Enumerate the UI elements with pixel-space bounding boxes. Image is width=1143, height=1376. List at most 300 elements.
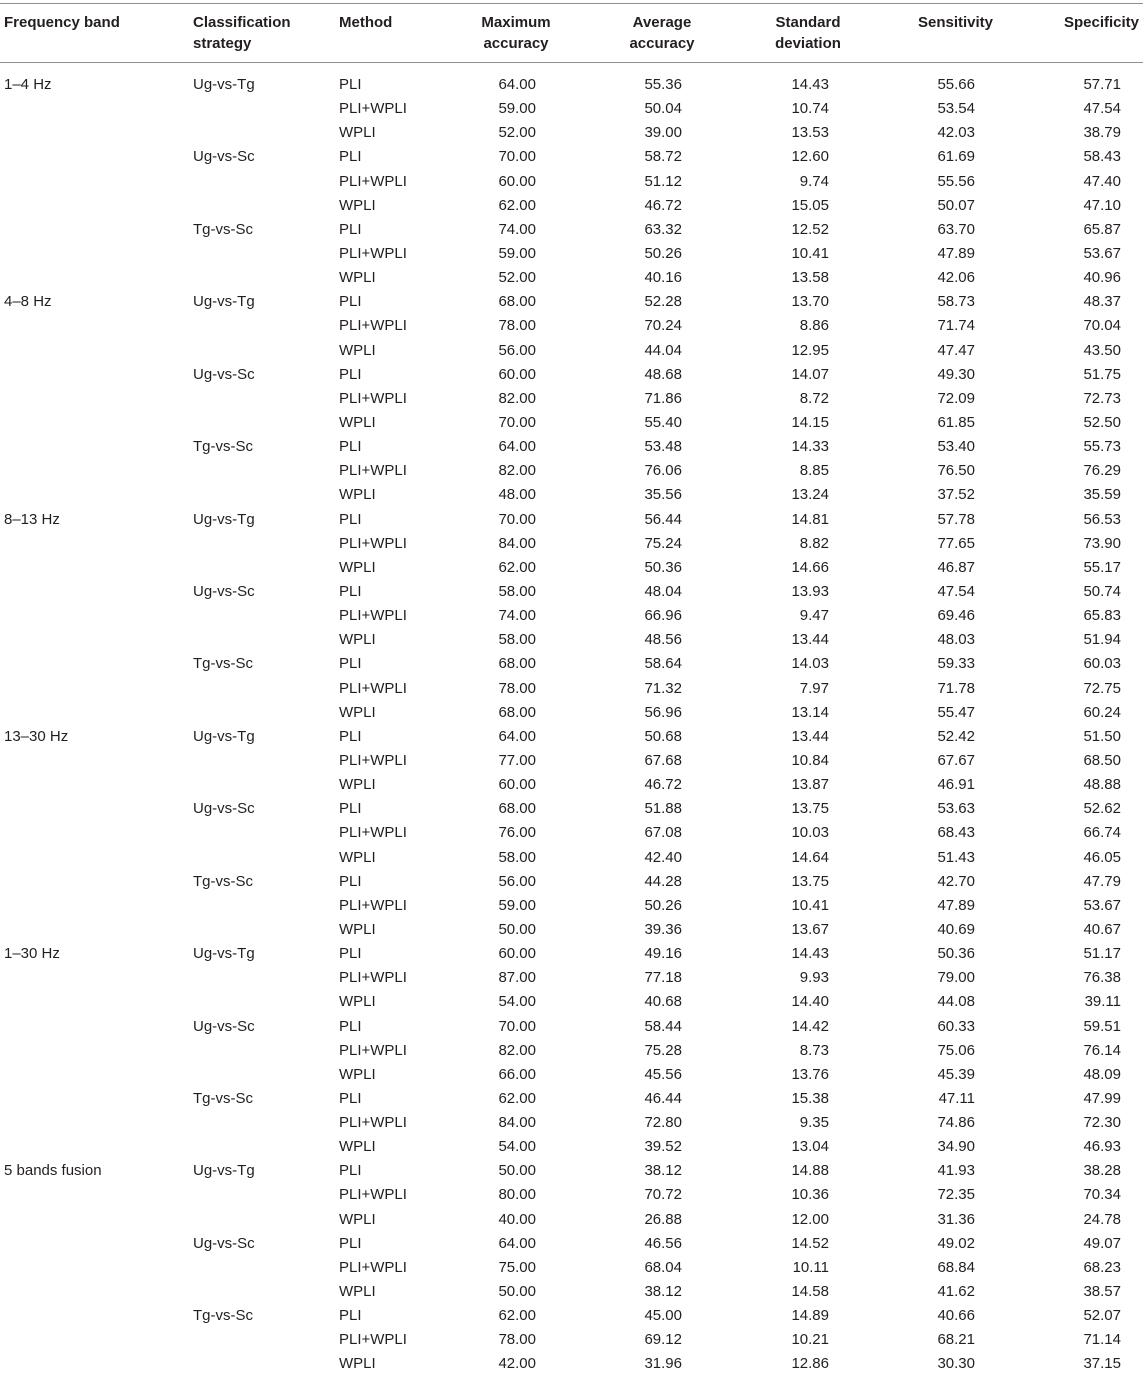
cell-std-deviation: 13.24 <box>791 486 829 504</box>
cell-sensitivity: 49.02 <box>937 1234 975 1252</box>
table-row <box>0 339 1143 363</box>
cell-specificity: 68.50 <box>1083 751 1121 769</box>
cell-avg-accuracy: 42.40 <box>644 848 682 866</box>
cell-avg-accuracy: 50.36 <box>644 558 682 576</box>
cell-method: PLI <box>339 800 362 818</box>
cell-avg-accuracy: 67.68 <box>644 751 682 769</box>
table-row <box>0 556 1143 580</box>
cell-specificity: 40.67 <box>1083 920 1121 938</box>
cell-specificity: 53.67 <box>1083 245 1121 262</box>
cell-method: PLI <box>339 76 362 93</box>
cell-max-accuracy: 60.00 <box>498 776 536 794</box>
cell-sensitivity: 53.54 <box>937 100 975 118</box>
cell-specificity: 24.78 <box>1083 1210 1121 1228</box>
cell-method: PLI+WPLI <box>339 679 407 697</box>
cell-strategy: Tg-vs-Sc <box>193 655 253 673</box>
cell-max-accuracy: 82.00 <box>498 1041 536 1059</box>
cell-std-deviation: 14.52 <box>791 1234 829 1252</box>
cell-std-deviation: 13.44 <box>791 631 829 649</box>
cell-method: PLI+WPLI <box>339 534 407 552</box>
cell-avg-accuracy: 38.12 <box>644 1283 682 1300</box>
cell-sensitivity: 34.90 <box>937 1138 975 1156</box>
table-row <box>0 894 1143 918</box>
header-standard-deviation <box>743 12 873 54</box>
cell-strategy: Ug-vs-Sc <box>193 800 255 818</box>
cell-max-accuracy: 52.00 <box>498 269 536 287</box>
cell-avg-accuracy: 55.36 <box>644 76 682 93</box>
cell-specificity: 50.74 <box>1083 582 1121 600</box>
table-row <box>0 266 1143 290</box>
cell-avg-accuracy: 45.56 <box>644 1065 682 1083</box>
cell-max-accuracy: 50.00 <box>498 1283 536 1300</box>
table-row <box>0 725 1143 749</box>
cell-max-accuracy: 77.00 <box>498 751 536 769</box>
cell-avg-accuracy: 38.12 <box>644 1162 682 1180</box>
cell-method: WPLI <box>339 486 376 504</box>
cell-strategy: Ug-vs-Tg <box>193 727 255 745</box>
cell-sensitivity: 72.35 <box>937 1186 975 1204</box>
cell-specificity: 60.24 <box>1083 703 1121 721</box>
cell-avg-accuracy: 67.08 <box>644 824 682 842</box>
cell-std-deviation: 14.58 <box>791 1283 829 1300</box>
cell-method: PLI <box>339 655 362 673</box>
cell-avg-accuracy: 46.44 <box>644 1089 682 1107</box>
cell-avg-accuracy: 40.68 <box>644 993 682 1011</box>
cell-std-deviation: 14.15 <box>791 414 829 431</box>
cell-std-deviation: 10.21 <box>791 1331 829 1349</box>
cell-std-deviation: 10.03 <box>791 824 829 842</box>
cell-max-accuracy: 59.00 <box>498 245 536 262</box>
cell-specificity: 51.94 <box>1083 631 1121 649</box>
cell-avg-accuracy: 70.72 <box>644 1186 682 1204</box>
table-row <box>0 532 1143 556</box>
cell-sensitivity: 76.50 <box>937 462 975 480</box>
cell-method: WPLI <box>339 1138 376 1156</box>
cell-max-accuracy: 60.00 <box>498 365 536 383</box>
cell-std-deviation: 10.41 <box>791 896 829 914</box>
cell-method: PLI <box>339 582 362 600</box>
table-row <box>0 1135 1143 1159</box>
cell-max-accuracy: 40.00 <box>498 1210 536 1228</box>
cell-specificity: 51.75 <box>1083 365 1121 383</box>
cell-sensitivity: 60.33 <box>937 1017 975 1035</box>
cell-std-deviation: 10.11 <box>792 1258 829 1276</box>
cell-avg-accuracy: 66.96 <box>644 607 682 625</box>
table-row <box>0 1280 1143 1304</box>
cell-std-deviation: 12.00 <box>791 1210 829 1228</box>
cell-sensitivity: 68.43 <box>937 824 975 842</box>
cell-std-deviation: 14.43 <box>791 76 829 93</box>
cell-max-accuracy: 48.00 <box>498 486 536 504</box>
cell-avg-accuracy: 48.56 <box>644 631 682 649</box>
cell-avg-accuracy: 53.48 <box>644 438 682 456</box>
cell-avg-accuracy: 75.24 <box>644 534 682 552</box>
cell-std-deviation: 12.95 <box>791 341 829 359</box>
cell-strategy: Ug-vs-Sc <box>193 1234 255 1252</box>
cell-std-deviation: 9.93 <box>799 969 829 987</box>
cell-sensitivity: 41.62 <box>937 1283 975 1300</box>
cell-sensitivity: 79.00 <box>937 969 975 987</box>
cell-specificity: 70.04 <box>1083 317 1121 335</box>
cell-strategy: Ug-vs-Tg <box>193 293 255 311</box>
cell-method: PLI <box>339 1089 362 1107</box>
cell-strategy: Ug-vs-Sc <box>193 148 255 166</box>
header-classification-strategy <box>193 12 291 54</box>
cell-sensitivity: 68.84 <box>937 1258 975 1276</box>
cell-specificity: 47.54 <box>1083 100 1121 118</box>
table-row <box>0 435 1143 459</box>
cell-strategy: Tg-vs-Sc <box>193 1307 253 1325</box>
cell-avg-accuracy: 76.06 <box>644 462 682 480</box>
cell-max-accuracy: 56.00 <box>498 872 536 890</box>
cell-sensitivity: 55.47 <box>937 703 975 721</box>
table-row <box>0 459 1143 483</box>
header-sd-line1: Standard <box>775 14 841 31</box>
cell-max-accuracy: 64.00 <box>498 1234 536 1252</box>
cell-sensitivity: 52.42 <box>937 727 975 745</box>
cell-max-accuracy: 54.00 <box>498 1138 536 1156</box>
cell-specificity: 66.74 <box>1083 824 1121 842</box>
table-row <box>0 1087 1143 1111</box>
cell-max-accuracy: 68.00 <box>498 800 536 818</box>
cell-avg-accuracy: 58.44 <box>644 1017 682 1035</box>
cell-sensitivity: 71.78 <box>937 679 975 697</box>
header-strategy-line1: Classification <box>193 14 291 31</box>
cell-avg-accuracy: 58.64 <box>644 655 682 673</box>
cell-specificity: 37.15 <box>1083 1355 1121 1373</box>
cell-std-deviation: 8.85 <box>799 462 829 480</box>
cell-frequency-band: 1–30 Hz <box>4 945 60 962</box>
cell-specificity: 68.23 <box>1083 1258 1121 1276</box>
cell-sensitivity: 37.52 <box>937 486 975 504</box>
cell-max-accuracy: 74.00 <box>498 607 536 625</box>
cell-specificity: 35.59 <box>1083 486 1121 504</box>
cell-std-deviation: 14.89 <box>791 1307 829 1325</box>
cell-specificity: 76.38 <box>1083 969 1121 987</box>
cell-sensitivity: 47.89 <box>937 896 975 914</box>
cell-specificity: 49.07 <box>1083 1234 1121 1252</box>
cell-max-accuracy: 62.00 <box>498 196 536 214</box>
cell-method: PLI+WPLI <box>339 751 407 769</box>
header-average-accuracy <box>597 12 727 54</box>
table-row <box>0 1208 1143 1232</box>
cell-max-accuracy: 58.00 <box>498 848 536 866</box>
cell-method: PLI <box>339 293 362 311</box>
cell-method: WPLI <box>339 631 376 649</box>
cell-max-accuracy: 70.00 <box>498 510 536 528</box>
cell-std-deviation: 13.44 <box>791 727 829 745</box>
cell-max-accuracy: 60.00 <box>498 945 536 962</box>
cell-sensitivity: 48.03 <box>937 631 975 649</box>
cell-sensitivity: 75.06 <box>937 1041 975 1059</box>
cell-method: WPLI <box>339 703 376 721</box>
cell-method: PLI <box>339 220 362 238</box>
table-row <box>0 1015 1143 1039</box>
cell-std-deviation: 14.42 <box>791 1017 829 1035</box>
cell-method: PLI <box>339 1234 362 1252</box>
cell-std-deviation: 14.88 <box>791 1162 829 1180</box>
cell-max-accuracy: 78.00 <box>498 679 536 697</box>
cell-std-deviation: 13.93 <box>791 582 829 600</box>
cell-avg-accuracy: 52.28 <box>644 293 682 311</box>
cell-specificity: 55.73 <box>1083 438 1121 456</box>
cell-max-accuracy: 58.00 <box>498 582 536 600</box>
table-row <box>0 387 1143 411</box>
cell-specificity: 70.34 <box>1083 1186 1121 1204</box>
cell-sensitivity: 53.63 <box>937 800 975 818</box>
table-row <box>0 918 1143 942</box>
cell-avg-accuracy: 71.86 <box>644 389 682 407</box>
cell-method: WPLI <box>339 1065 376 1083</box>
cell-std-deviation: 14.66 <box>791 558 829 576</box>
cell-specificity: 71.14 <box>1083 1331 1121 1349</box>
cell-method: PLI+WPLI <box>339 607 407 625</box>
cell-max-accuracy: 50.00 <box>498 920 536 938</box>
cell-std-deviation: 10.84 <box>791 751 829 769</box>
cell-max-accuracy: 59.00 <box>498 896 536 914</box>
cell-frequency-band: 1–4 Hz <box>4 76 52 93</box>
cell-sensitivity: 42.70 <box>937 872 975 890</box>
cell-specificity: 52.62 <box>1083 800 1121 818</box>
cell-method: PLI+WPLI <box>339 100 407 118</box>
cell-sensitivity: 44.08 <box>937 993 975 1011</box>
cell-method: PLI <box>339 148 362 166</box>
table-row <box>0 242 1143 266</box>
table-row <box>0 749 1143 773</box>
table-row <box>0 194 1143 218</box>
cell-method: WPLI <box>339 1210 376 1228</box>
cell-sensitivity: 42.03 <box>937 124 975 142</box>
cell-method: WPLI <box>339 1355 376 1373</box>
cell-sensitivity: 50.07 <box>937 196 975 214</box>
cell-specificity: 59.51 <box>1083 1017 1121 1035</box>
header-method: Method <box>339 14 393 31</box>
cell-max-accuracy: 84.00 <box>498 534 536 552</box>
cell-avg-accuracy: 68.04 <box>644 1258 682 1276</box>
cell-std-deviation: 13.67 <box>791 920 829 938</box>
cell-specificity: 60.03 <box>1083 655 1121 673</box>
table-row <box>0 1232 1143 1256</box>
cell-std-deviation: 14.03 <box>791 655 829 673</box>
cell-specificity: 47.79 <box>1083 872 1121 890</box>
cell-avg-accuracy: 39.52 <box>644 1138 682 1156</box>
cell-method: WPLI <box>339 920 376 938</box>
cell-specificity: 46.93 <box>1083 1138 1121 1156</box>
cell-specificity: 46.05 <box>1083 848 1121 866</box>
cell-strategy: Tg-vs-Sc <box>193 438 253 456</box>
table-row <box>0 1159 1143 1183</box>
cell-specificity: 38.57 <box>1083 1283 1121 1300</box>
cell-specificity: 53.67 <box>1083 896 1121 914</box>
table-row <box>0 97 1143 121</box>
header-max-line2: accuracy <box>483 35 549 52</box>
table-row <box>0 170 1143 194</box>
table-row <box>0 1304 1143 1328</box>
table-row <box>0 628 1143 652</box>
cell-method: PLI+WPLI <box>339 172 407 190</box>
cell-avg-accuracy: 39.00 <box>644 124 682 142</box>
cell-std-deviation: 12.60 <box>791 148 829 166</box>
cell-std-deviation: 7.97 <box>799 679 829 697</box>
cell-sensitivity: 40.66 <box>937 1307 975 1325</box>
cell-method: WPLI <box>339 124 376 142</box>
cell-max-accuracy: 87.00 <box>498 969 536 987</box>
cell-method: PLI <box>339 365 362 383</box>
cell-avg-accuracy: 50.26 <box>644 245 682 262</box>
cell-sensitivity: 51.43 <box>937 848 975 866</box>
cell-avg-accuracy: 35.56 <box>644 486 682 504</box>
cell-sensitivity: 61.69 <box>937 148 975 166</box>
cell-specificity: 48.88 <box>1083 776 1121 794</box>
cell-max-accuracy: 82.00 <box>498 462 536 480</box>
cell-sensitivity: 49.30 <box>937 365 975 383</box>
cell-max-accuracy: 64.00 <box>498 76 536 93</box>
cell-sensitivity: 47.54 <box>937 582 975 600</box>
cell-max-accuracy: 70.00 <box>498 414 536 431</box>
cell-max-accuracy: 50.00 <box>498 1162 536 1180</box>
cell-avg-accuracy: 69.12 <box>644 1331 682 1349</box>
cell-max-accuracy: 68.00 <box>498 293 536 311</box>
cell-sensitivity: 42.06 <box>937 269 975 287</box>
cell-specificity: 47.99 <box>1083 1089 1121 1107</box>
cell-std-deviation: 14.43 <box>791 945 829 962</box>
cell-max-accuracy: 56.00 <box>498 341 536 359</box>
cell-avg-accuracy: 77.18 <box>644 969 682 987</box>
cell-std-deviation: 14.64 <box>791 848 829 866</box>
header-maximum-accuracy <box>451 12 581 54</box>
cell-max-accuracy: 62.00 <box>498 1307 536 1325</box>
cell-strategy: Ug-vs-Tg <box>193 76 255 93</box>
cell-method: WPLI <box>339 341 376 359</box>
cell-avg-accuracy: 44.28 <box>644 872 682 890</box>
table-row <box>0 821 1143 845</box>
cell-specificity: 38.28 <box>1083 1162 1121 1180</box>
cell-avg-accuracy: 71.32 <box>644 679 682 697</box>
cell-std-deviation: 9.47 <box>799 607 829 625</box>
cell-max-accuracy: 60.00 <box>498 172 536 190</box>
cell-avg-accuracy: 51.88 <box>644 800 682 818</box>
cell-frequency-band: 8–13 Hz <box>4 510 60 528</box>
cell-specificity: 51.17 <box>1083 945 1121 962</box>
cell-sensitivity: 58.73 <box>937 293 975 311</box>
cell-frequency-band: 4–8 Hz <box>4 293 52 311</box>
cell-method: PLI+WPLI <box>339 969 407 987</box>
table-row <box>0 652 1143 676</box>
table-row <box>0 580 1143 604</box>
cell-strategy: Ug-vs-Tg <box>193 1162 255 1180</box>
cell-max-accuracy: 66.00 <box>498 1065 536 1083</box>
cell-std-deviation: 13.75 <box>791 872 829 890</box>
cell-avg-accuracy: 26.88 <box>644 1210 682 1228</box>
cell-specificity: 55.17 <box>1083 558 1121 576</box>
cell-std-deviation: 14.40 <box>791 993 829 1011</box>
cell-specificity: 38.79 <box>1083 124 1121 142</box>
cell-max-accuracy: 68.00 <box>498 655 536 673</box>
cell-max-accuracy: 75.00 <box>498 1258 536 1276</box>
cell-method: WPLI <box>339 993 376 1011</box>
table-row <box>0 1039 1143 1063</box>
cell-avg-accuracy: 70.24 <box>644 317 682 335</box>
cell-method: PLI+WPLI <box>339 824 407 842</box>
cell-method: PLI <box>339 1162 362 1180</box>
cell-sensitivity: 53.40 <box>937 438 975 456</box>
cell-strategy: Ug-vs-Sc <box>193 582 255 600</box>
cell-specificity: 72.73 <box>1083 389 1121 407</box>
cell-sensitivity: 74.86 <box>937 1114 975 1131</box>
cell-method: WPLI <box>339 776 376 794</box>
cell-sensitivity: 45.39 <box>937 1065 975 1083</box>
cell-max-accuracy: 59.00 <box>498 100 536 118</box>
cell-method: PLI+WPLI <box>339 245 407 262</box>
table-row <box>0 218 1143 242</box>
cell-std-deviation: 13.75 <box>791 800 829 818</box>
cell-specificity: 47.40 <box>1083 172 1121 190</box>
cell-std-deviation: 12.52 <box>791 220 829 238</box>
cell-method: PLI+WPLI <box>339 317 407 335</box>
cell-method: PLI <box>339 872 362 890</box>
cell-strategy: Ug-vs-Tg <box>193 945 255 962</box>
header-strategy-line2: strategy <box>193 35 252 52</box>
table-row <box>0 1328 1143 1352</box>
cell-std-deviation: 14.07 <box>791 365 829 383</box>
cell-std-deviation: 13.04 <box>791 1138 829 1156</box>
cell-method: PLI+WPLI <box>339 1331 407 1349</box>
cell-specificity: 40.96 <box>1083 269 1121 287</box>
cell-method: WPLI <box>339 269 376 287</box>
cell-strategy: Tg-vs-Sc <box>193 1089 253 1107</box>
table-row <box>0 314 1143 338</box>
cell-specificity: 65.83 <box>1083 607 1121 625</box>
cell-std-deviation: 14.33 <box>791 438 829 456</box>
cell-specificity: 52.50 <box>1083 414 1121 431</box>
cell-strategy: Tg-vs-Sc <box>193 872 253 890</box>
table-row <box>0 411 1143 435</box>
cell-specificity: 76.14 <box>1083 1041 1121 1059</box>
cell-sensitivity: 71.74 <box>937 317 975 335</box>
cell-specificity: 65.87 <box>1083 220 1121 238</box>
cell-strategy: Tg-vs-Sc <box>193 220 253 238</box>
cell-specificity: 58.43 <box>1083 148 1121 166</box>
cell-max-accuracy: 70.00 <box>498 1017 536 1035</box>
cell-max-accuracy: 52.00 <box>498 124 536 142</box>
cell-avg-accuracy: 56.96 <box>644 703 682 721</box>
cell-sensitivity: 67.67 <box>937 751 975 769</box>
cell-sensitivity: 59.33 <box>937 655 975 673</box>
header-avg-line2: accuracy <box>629 35 695 52</box>
cell-std-deviation: 15.05 <box>791 196 829 214</box>
cell-avg-accuracy: 48.04 <box>644 582 682 600</box>
cell-sensitivity: 77.65 <box>937 534 975 552</box>
table-row <box>0 1352 1143 1376</box>
cell-sensitivity: 46.87 <box>937 558 975 576</box>
header-specificity: Specificity <box>1063 14 1139 31</box>
cell-method: PLI <box>339 510 362 528</box>
cell-method: WPLI <box>339 1283 376 1300</box>
cell-std-deviation: 13.58 <box>791 269 829 287</box>
cell-avg-accuracy: 63.32 <box>644 220 682 238</box>
cell-avg-accuracy: 72.80 <box>644 1114 682 1131</box>
cell-specificity: 56.53 <box>1083 510 1121 528</box>
cell-sensitivity: 57.78 <box>937 510 975 528</box>
cell-avg-accuracy: 40.16 <box>644 269 682 287</box>
table-row <box>0 1063 1143 1087</box>
cell-max-accuracy: 64.00 <box>498 727 536 745</box>
cell-std-deviation: 15.38 <box>791 1089 829 1107</box>
cell-strategy: Ug-vs-Sc <box>193 1017 255 1035</box>
table-row <box>0 1183 1143 1207</box>
cell-avg-accuracy: 49.16 <box>644 945 682 962</box>
cell-max-accuracy: 82.00 <box>498 389 536 407</box>
